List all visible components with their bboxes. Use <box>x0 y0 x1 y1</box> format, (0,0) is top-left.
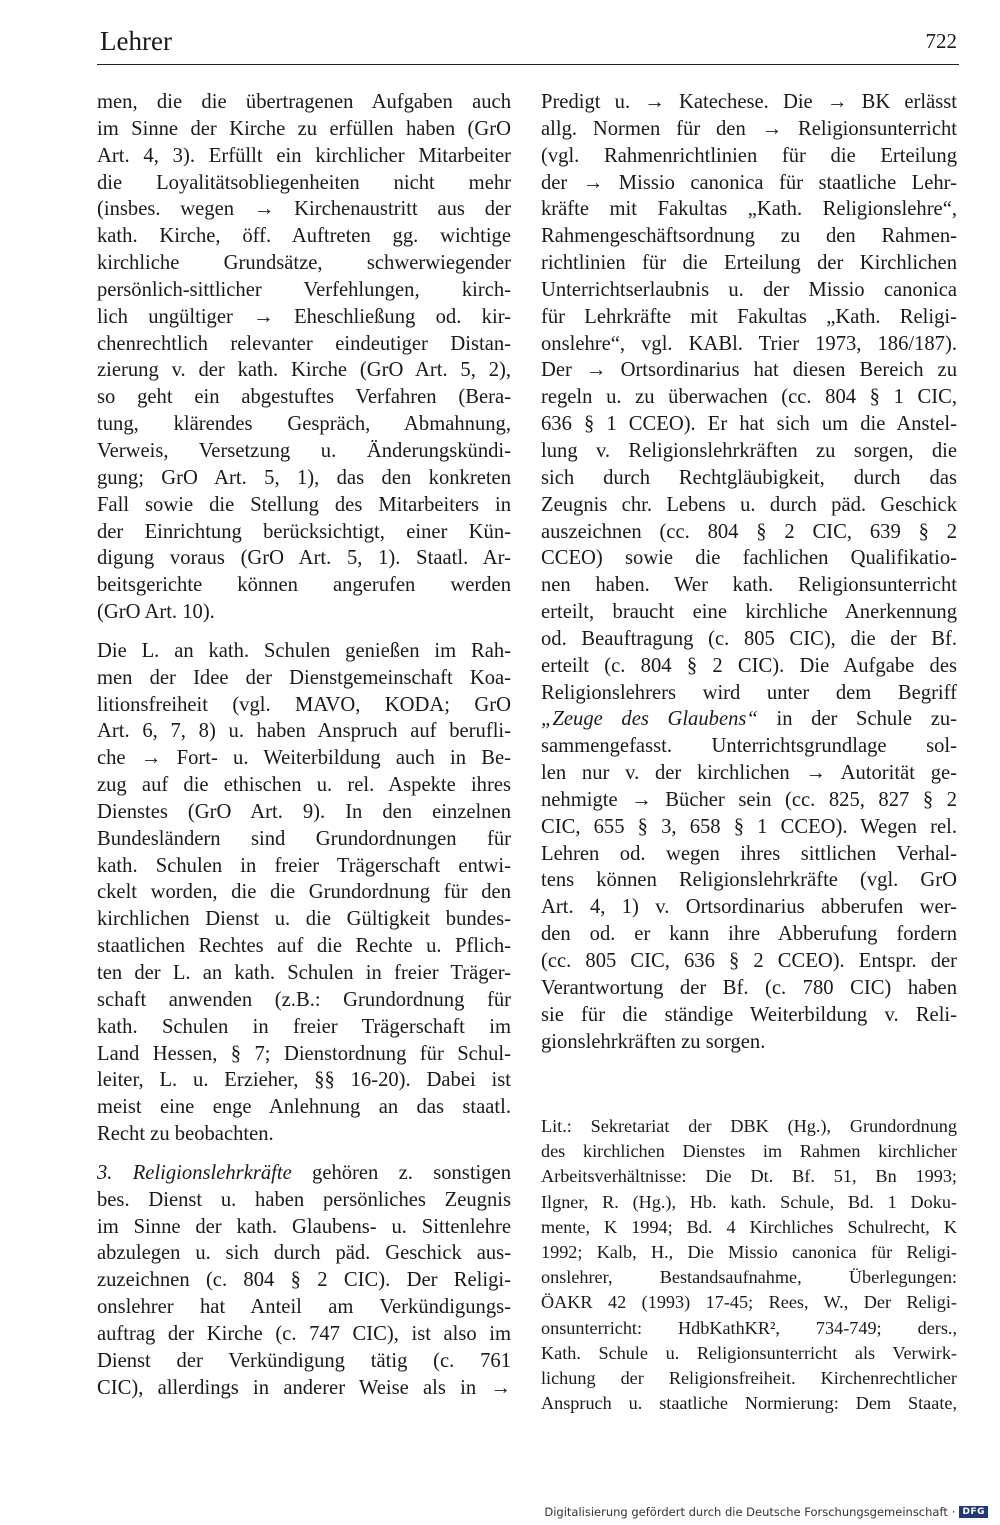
right-column <box>541 89 957 1055</box>
text-line: Fall sowie die Stellung des Mitarbeiters in <box>97 493 511 516</box>
text-line: Der → Ortsordinarius hat diesen Bereich zu <box>541 359 957 382</box>
text-line: ten der L. an kath. Schulen in freier Träger- <box>97 962 511 984</box>
text-line: ÖAKR 42 (1993) 17-45; Rees, W., Der Religi- <box>541 1292 957 1313</box>
paragraph-3 <box>97 1160 511 1402</box>
text-line: Predigt u. → Katechese. Die → BK erlässt <box>541 91 957 113</box>
header-divider <box>97 64 959 65</box>
text-line: che → Fort- u. Weiterbildung auch in Be- <box>97 747 511 770</box>
text-line: sammengefasst. Unterrichtsgrundlage sol- <box>541 735 957 758</box>
text-line: so geht ein abgestuftes Verfahren (Bera- <box>97 386 511 409</box>
text-line: zierung v. der kath. Kirche (GrO Art. 5, 2), <box>97 359 511 382</box>
text-line: Kath. Schule u. Religionsunterricht als Verwirk- <box>541 1342 957 1363</box>
text-line: onslehre“, vgl. KABl. Trier 1973, 186/187). <box>541 332 957 355</box>
text-line: Recht zu beobachten. <box>97 1123 274 1146</box>
italic-line <box>541 706 957 733</box>
paragraph-1 <box>97 89 511 626</box>
text-line: mente, K 1994; Bd. 4 Kirchliches Schulrecht, K <box>541 1216 957 1237</box>
text-line: Verweis, Versetzung u. Änderungskündi- <box>97 439 511 462</box>
text-line: im Sinne der Kirche zu erfüllen haben (GrO <box>97 117 511 140</box>
text-line: men der Idee der Dienstgemeinschaft Koa- <box>97 666 511 689</box>
text-line: CCEO) sowie die fachlichen Qualifikatio- <box>541 547 957 570</box>
text-line: gionslehrkräften zu sorgen. <box>541 1030 766 1053</box>
text-line: Verantwortung der Bf. (c. 780 CIC) haben <box>541 976 957 999</box>
text-line: kräfte mit Fakultas „Kath. Religionslehre“, <box>541 198 957 221</box>
text-line: richtlinien für die Erteilung der Kirchlichen <box>541 252 957 275</box>
text-line: leiter, L. u. Erzieher, §§ 16-20). Dabei ist <box>97 1069 511 1092</box>
text-line: Dienstes (GrO Art. 9). In den einzelnen <box>97 800 511 823</box>
section-heading: 3. Religionslehrkräfte <box>97 1161 292 1184</box>
text-line: Unterrichtserlaubnis u. der Missio canonica <box>541 278 957 301</box>
page-title: Lehrer <box>100 26 172 56</box>
text-line: zuzeichnen (c. 804 § 2 CIC). Der Religi- <box>97 1269 511 1292</box>
text-line: (insbes. wegen → Kirchenaustritt aus der <box>97 198 511 221</box>
text-line: Rahmengeschäftsordnung zu den Rahmen- <box>541 225 957 248</box>
text-line: sich durch Rechtgläubigkeit, durch das <box>541 466 957 489</box>
text-line: ckelt worden, die die Grundordnung für den <box>97 881 511 904</box>
text-line: zug auf die ethischen u. rel. Aspekte ihres <box>97 774 511 797</box>
text-line: regeln u. zu überwachen (cc. 804 § 1 CIC, <box>541 386 957 409</box>
text-line: erteilt, braucht eine kirchliche Anerkennung <box>541 601 957 624</box>
footer-separator: · <box>951 1505 956 1519</box>
right-paragraph <box>541 89 957 1055</box>
section-heading-rest: gehören z. sonstigen <box>291 1161 511 1184</box>
literature-section <box>541 1114 957 1416</box>
text-line: die Loyalitätsobliegenheiten nicht mehr <box>97 171 511 194</box>
text-line: (GrO Art. 10). <box>97 601 215 624</box>
text-line: tens können Religionslehrkräfte (vgl. GrO <box>541 869 957 892</box>
text-line: onslehrer, Bestandsaufnahme, Überlegungen: <box>541 1267 957 1288</box>
text-line: Die L. an kath. Schulen genießen im Rah- <box>97 639 511 662</box>
text-line: bes. Dienst u. haben persönliches Zeugnis <box>97 1188 511 1211</box>
text-line: auszeichnen (cc. 804 § 2 CIC, 639 § 2 <box>541 520 957 543</box>
text-line: CIC), allerdings in anderer Weise als in → <box>97 1376 511 1399</box>
text-line: meist eine enge Anlehnung an das staatl. <box>97 1096 511 1119</box>
text-line: gung; GrO Art. 5, 1), das den konkreten <box>97 466 511 489</box>
text-line: tung, klärendes Gespräch, Abmahnung, <box>97 413 511 436</box>
text-line: Arbeitsverhältnisse: Die Dt. Bf. 51, Bn 1993; <box>541 1166 957 1187</box>
text-line: staatlichen Rechtes auf die Rechte u. Pflich- <box>97 935 511 958</box>
text-line: Lehren od. wegen ihres sittlichen Verhal- <box>541 842 957 865</box>
text-line: der Einrichtung berücksichtigt, einer Kün- <box>97 520 511 543</box>
text-line: der → Missio canonica für staatliche Lehr- <box>541 171 957 194</box>
text-line: allg. Normen für den → Religionsunterricht <box>541 117 957 140</box>
left-column <box>97 89 511 1402</box>
paragraph-3-first-line <box>97 1160 511 1187</box>
text-line: kath. Schulen in freier Trägerschaft entwi- <box>97 854 511 877</box>
italic-phrase: „Zeuge des Glaubens“ <box>541 708 758 731</box>
text-line: Bundesländern sind Grundordnungen für <box>97 827 511 850</box>
text-line: onsunterricht: HdbKathKR², 734-749; ders., <box>541 1317 957 1338</box>
text-line: CIC, 655 § 3, 658 § 1 CCEO). Wegen rel. <box>541 815 957 838</box>
text-line: 636 § 1 CCEO). Er hat sich um die Anstel- <box>541 413 957 436</box>
text-line: Land Hessen, § 7; Dienstordnung für Schul- <box>97 1042 511 1065</box>
text-line: Art. 4, 1) v. Ortsordinarius abberufen wer- <box>541 896 957 919</box>
text-line: auftrag der Kirche (c. 747 CIC), ist also im <box>97 1322 511 1345</box>
text-line: onslehrer hat Anteil am Verkündigungs- <box>97 1296 511 1319</box>
paragraph-2 <box>97 638 511 1148</box>
text-line: len nur v. der kirchlichen → Autorität ge- <box>541 762 957 785</box>
text-line: 1992; Kalb, H., Die Missio canonica für Religi- <box>541 1242 957 1263</box>
text-line: des kirchlichen Dienstes im Rahmen kirchlicher <box>541 1141 957 1162</box>
text-line: lichung der Religionsfreiheit. Kirchenrechtlicher <box>541 1368 957 1389</box>
page-number: 722 <box>925 29 957 53</box>
text-line: im Sinne der kath. Glaubens- u. Sittenlehre <box>97 1215 511 1238</box>
text-line: kath. Kirche, öff. Auftreten gg. wichtige <box>97 225 511 248</box>
text-line: Ilgner, R. (Hg.), Hb. kath. Schule, Bd. 1 Doku- <box>541 1191 957 1212</box>
text-line: kirchlichen Dienst u. die Gültigkeit bundes- <box>97 908 511 931</box>
text-line: digung voraus (GrO Art. 5, 1). Staatl. Ar- <box>97 547 511 570</box>
text-line: schaft anwenden (z.B.: Grundordnung für <box>97 988 511 1011</box>
text-line: lung v. Religionslehrkräften zu sorgen, die <box>541 439 957 462</box>
text-line: nen haben. Wer kath. Religionsunterricht <box>541 574 957 597</box>
text-line: sie für die ständige Weiterbildung v. Reli- <box>541 1003 957 1026</box>
text-line: Dienst der Verkündigung tätig (c. 761 <box>97 1349 511 1372</box>
footer-text: Digitalisierung gefördert durch die Deutsche Forschungsgemeinschaft <box>544 1505 948 1519</box>
text-line: den od. er kann ihre Abberufung fordern <box>541 923 957 946</box>
text-line: Lit.: Sekretariat der DBK (Hg.), Grundordnung <box>541 1116 957 1136</box>
text-line: persönlich-sittlicher Verfehlungen, kirch- <box>97 278 511 301</box>
text-line: (vgl. Rahmenrichtlinien für die Erteilung <box>541 144 957 167</box>
text-line: (cc. 805 CIC, 636 § 2 CCEO). Entspr. der <box>541 950 957 972</box>
text-line: litionsfreiheit (vgl. MAVO, KODA; GrO <box>97 693 511 716</box>
dfg-logo: DFG <box>959 1506 988 1518</box>
text-line: für Lehrkräfte mit Fakultas „Kath. Religi- <box>541 305 957 328</box>
italic-line-rest: in der Schule zu- <box>757 708 957 731</box>
text-line: abzulegen u. sich durch päd. Geschick aus- <box>97 1242 511 1265</box>
text-line: kath. Schulen in freier Trägerschaft im <box>97 1015 511 1038</box>
text-line: Art. 4, 3). Erfüllt ein kirchlicher Mitarbeiter <box>97 144 511 167</box>
text-line: men, die die übertragenen Aufgaben auch <box>97 91 511 113</box>
text-line: od. Beauftragung (c. 805 CIC), die der Bf. <box>541 627 957 650</box>
footer <box>544 1505 988 1519</box>
text-line: nehmigte → Bücher sein (cc. 825, 827 § 2 <box>541 788 957 811</box>
text-line: lich ungültiger → Eheschließung od. kir- <box>97 305 511 328</box>
text-line: Religionslehrers wird unter dem Begriff <box>541 681 957 704</box>
text-line: Zeugnis chr. Lebens u. durch päd. Geschick <box>541 493 957 516</box>
text-line: chenrechtlich relevanter eindeutiger Distan- <box>97 332 511 355</box>
page-header <box>97 24 957 64</box>
text-line: beitsgerichte können angerufen werden <box>97 574 511 597</box>
text-line: Art. 6, 7, 8) u. haben Anspruch auf berufli- <box>97 720 511 743</box>
text-line: kirchliche Grundsätze, schwerwiegender <box>97 252 511 275</box>
text-line: erteilt (c. 804 § 2 CIC). Die Aufgabe des <box>541 654 957 677</box>
text-line: Anspruch u. staatliche Normierung: Dem Staate, <box>541 1393 957 1414</box>
